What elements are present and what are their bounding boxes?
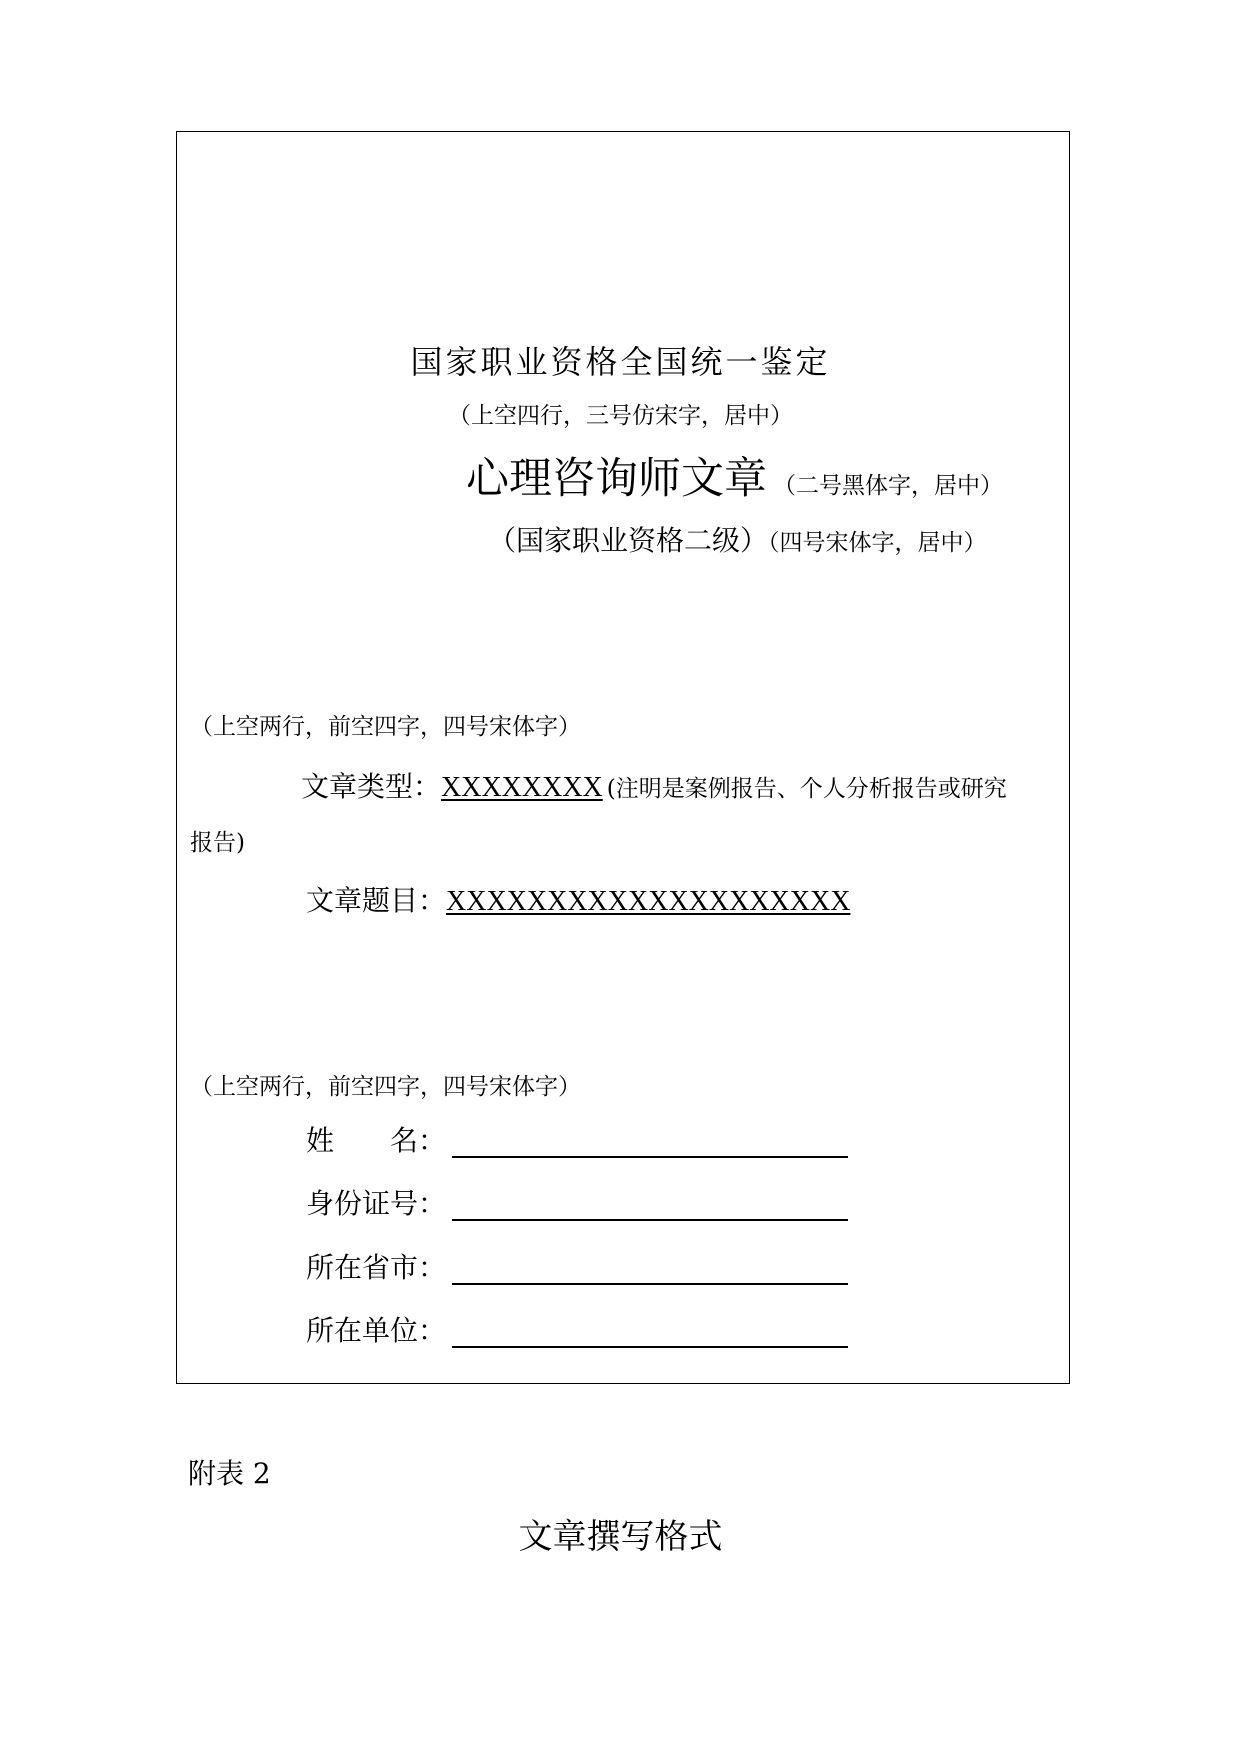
province-city-label: 所在省市： [306, 1251, 447, 1284]
name-blank-line[interactable] [452, 1156, 848, 1158]
subtitle-row [488, 524, 987, 557]
province-city-blank-line[interactable] [452, 1283, 848, 1285]
name-label: 姓 名： [306, 1124, 447, 1157]
article-title-row [306, 884, 851, 917]
spacing-note-top: （上空两行，前空四字，四号宋体字） [190, 714, 581, 740]
appendix-label: 附表 2 [188, 1457, 271, 1490]
article-type-row [301, 770, 1007, 803]
id-number-label: 身份证号： [306, 1187, 447, 1220]
main-title-row [466, 454, 1003, 504]
work-unit-blank-line[interactable] [452, 1346, 848, 1348]
main-title: 心理咨询师文章 [466, 454, 767, 504]
article-title-value: XXXXXXXXXXXXXXXXXXXX [446, 886, 851, 917]
subtitle: （国家职业资格二级） [488, 524, 769, 557]
work-unit-label: 所在单位： [306, 1314, 447, 1347]
subtitle-format-note: （四号宋体字，居中） [768, 530, 987, 556]
article-type-note: (注明是案例报告、个人分析报告或研究 [606, 776, 1007, 802]
organization-format-note: （上空四行，三号仿宋字，居中） [448, 403, 793, 429]
article-type-value: XXXXXXXX [441, 772, 603, 803]
article-type-label: 文章类型： [301, 770, 442, 803]
article-title-label: 文章题目： [306, 884, 447, 917]
id-number-blank-line[interactable] [452, 1219, 848, 1221]
article-type-note-continued: 报告) [190, 830, 245, 856]
main-title-format-note: （二号黑体字，居中） [773, 473, 1003, 499]
spacing-note-bottom: （上空两行，前空四字，四号宋体字） [190, 1074, 581, 1100]
organization-line: 国家职业资格全国统一鉴定 [410, 343, 831, 381]
format-section-title: 文章撰写格式 [518, 1517, 723, 1557]
